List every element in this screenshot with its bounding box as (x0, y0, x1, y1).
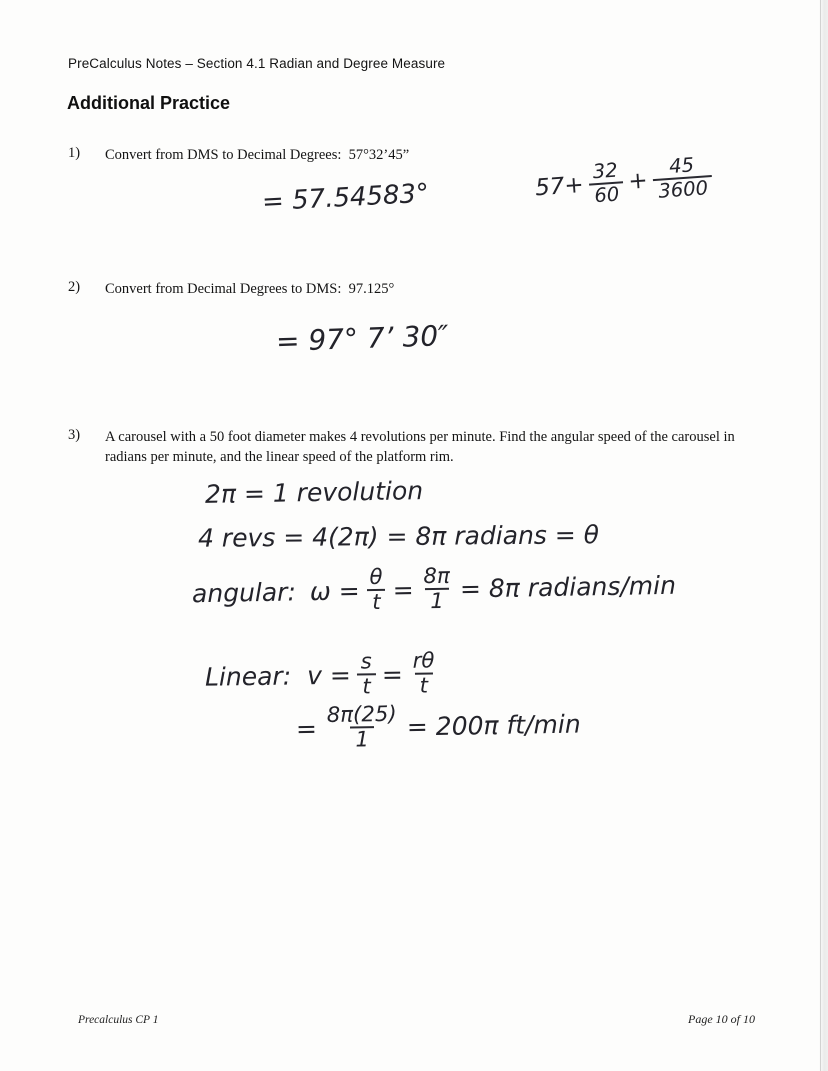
handwritten-work-3-line-3 (192, 562, 677, 618)
footer-course-label: Precalculus CP 1 (78, 1014, 159, 1026)
fraction-theta-over-t (364, 564, 388, 616)
fraction-numerator: 45 (668, 153, 695, 178)
handwritten-work-3-line-4 (205, 650, 445, 701)
handwritten-answer-2: = 97° 7’ 30″ (275, 318, 450, 359)
problem-1-text: Convert from DMS to Decimal Degrees: 57°32’45” (105, 147, 410, 163)
problem-3-number: 3) (68, 427, 81, 443)
work-1-fraction-32-60 (587, 160, 625, 206)
fraction-rtheta-over-t (408, 650, 440, 698)
fraction-numerator: rθ (412, 648, 435, 674)
fraction-denominator: 1 (425, 588, 449, 614)
problem-3-text: A carousel with a 50 foot diameter makes 4 revolutions per minute. Find the angular speed of the carousel in radians per minute, and the linear speed of the platform rim. (105, 429, 739, 466)
fraction-denominator: 3600 (653, 175, 714, 203)
handwritten-work-3-line-1: 2π = 1 revolution (204, 476, 424, 509)
fraction-numerator: θ (369, 564, 383, 591)
fraction-numerator: 8π(25) (326, 701, 397, 728)
linear-label: Linear: (204, 661, 292, 692)
fraction-denominator: 1 (350, 726, 374, 752)
linear-result: = 200π ft/min (406, 709, 581, 742)
angular-label: angular: (191, 577, 297, 609)
fraction-8pi25-over-1 (322, 701, 403, 753)
page-title: Additional Practice (67, 93, 231, 113)
fraction-numerator: 8π (423, 563, 450, 590)
footer-page-number: Page 10 of 10 (688, 1012, 755, 1026)
fraction-denominator: t (415, 673, 434, 699)
fraction-numerator: 32 (591, 158, 619, 184)
handwritten-work-3-line-2: 4 revs = 4(2π) = 8π radians = θ (197, 520, 600, 553)
problem-1-number: 1) (68, 145, 81, 161)
scan-edge-line (820, 0, 822, 1071)
work-1-lead: 57+ (534, 172, 585, 202)
work-1-fraction-45-3600 (651, 154, 714, 202)
equals-sign: = (381, 660, 404, 690)
fraction-numerator: s (360, 649, 372, 675)
equals-sign: = (295, 714, 318, 744)
fraction-denominator: 60 (589, 181, 625, 207)
equals-sign: = (392, 575, 414, 606)
work-1-plus: + (627, 167, 649, 195)
fraction-denominator: t (367, 589, 386, 615)
problem-2-number: 2) (68, 279, 81, 295)
angular-result: = 8π radians/min (459, 571, 677, 604)
fraction-denominator: t (357, 674, 376, 700)
handwritten-work-3-line-5 (296, 701, 581, 754)
fraction-8pi-over-1 (418, 563, 455, 615)
handwritten-answer-1: = 57.54583° (261, 178, 430, 218)
page-header: PreCalculus Notes – Section 4.1 Radian and Degree Measure (68, 56, 446, 71)
omega-equation-lead: ω = (309, 576, 360, 607)
fraction-s-over-t (355, 651, 377, 699)
linear-equation-lead: v = (306, 660, 352, 691)
problem-2-text: Convert from Decimal Degrees to DMS: 97.125° (105, 281, 395, 297)
